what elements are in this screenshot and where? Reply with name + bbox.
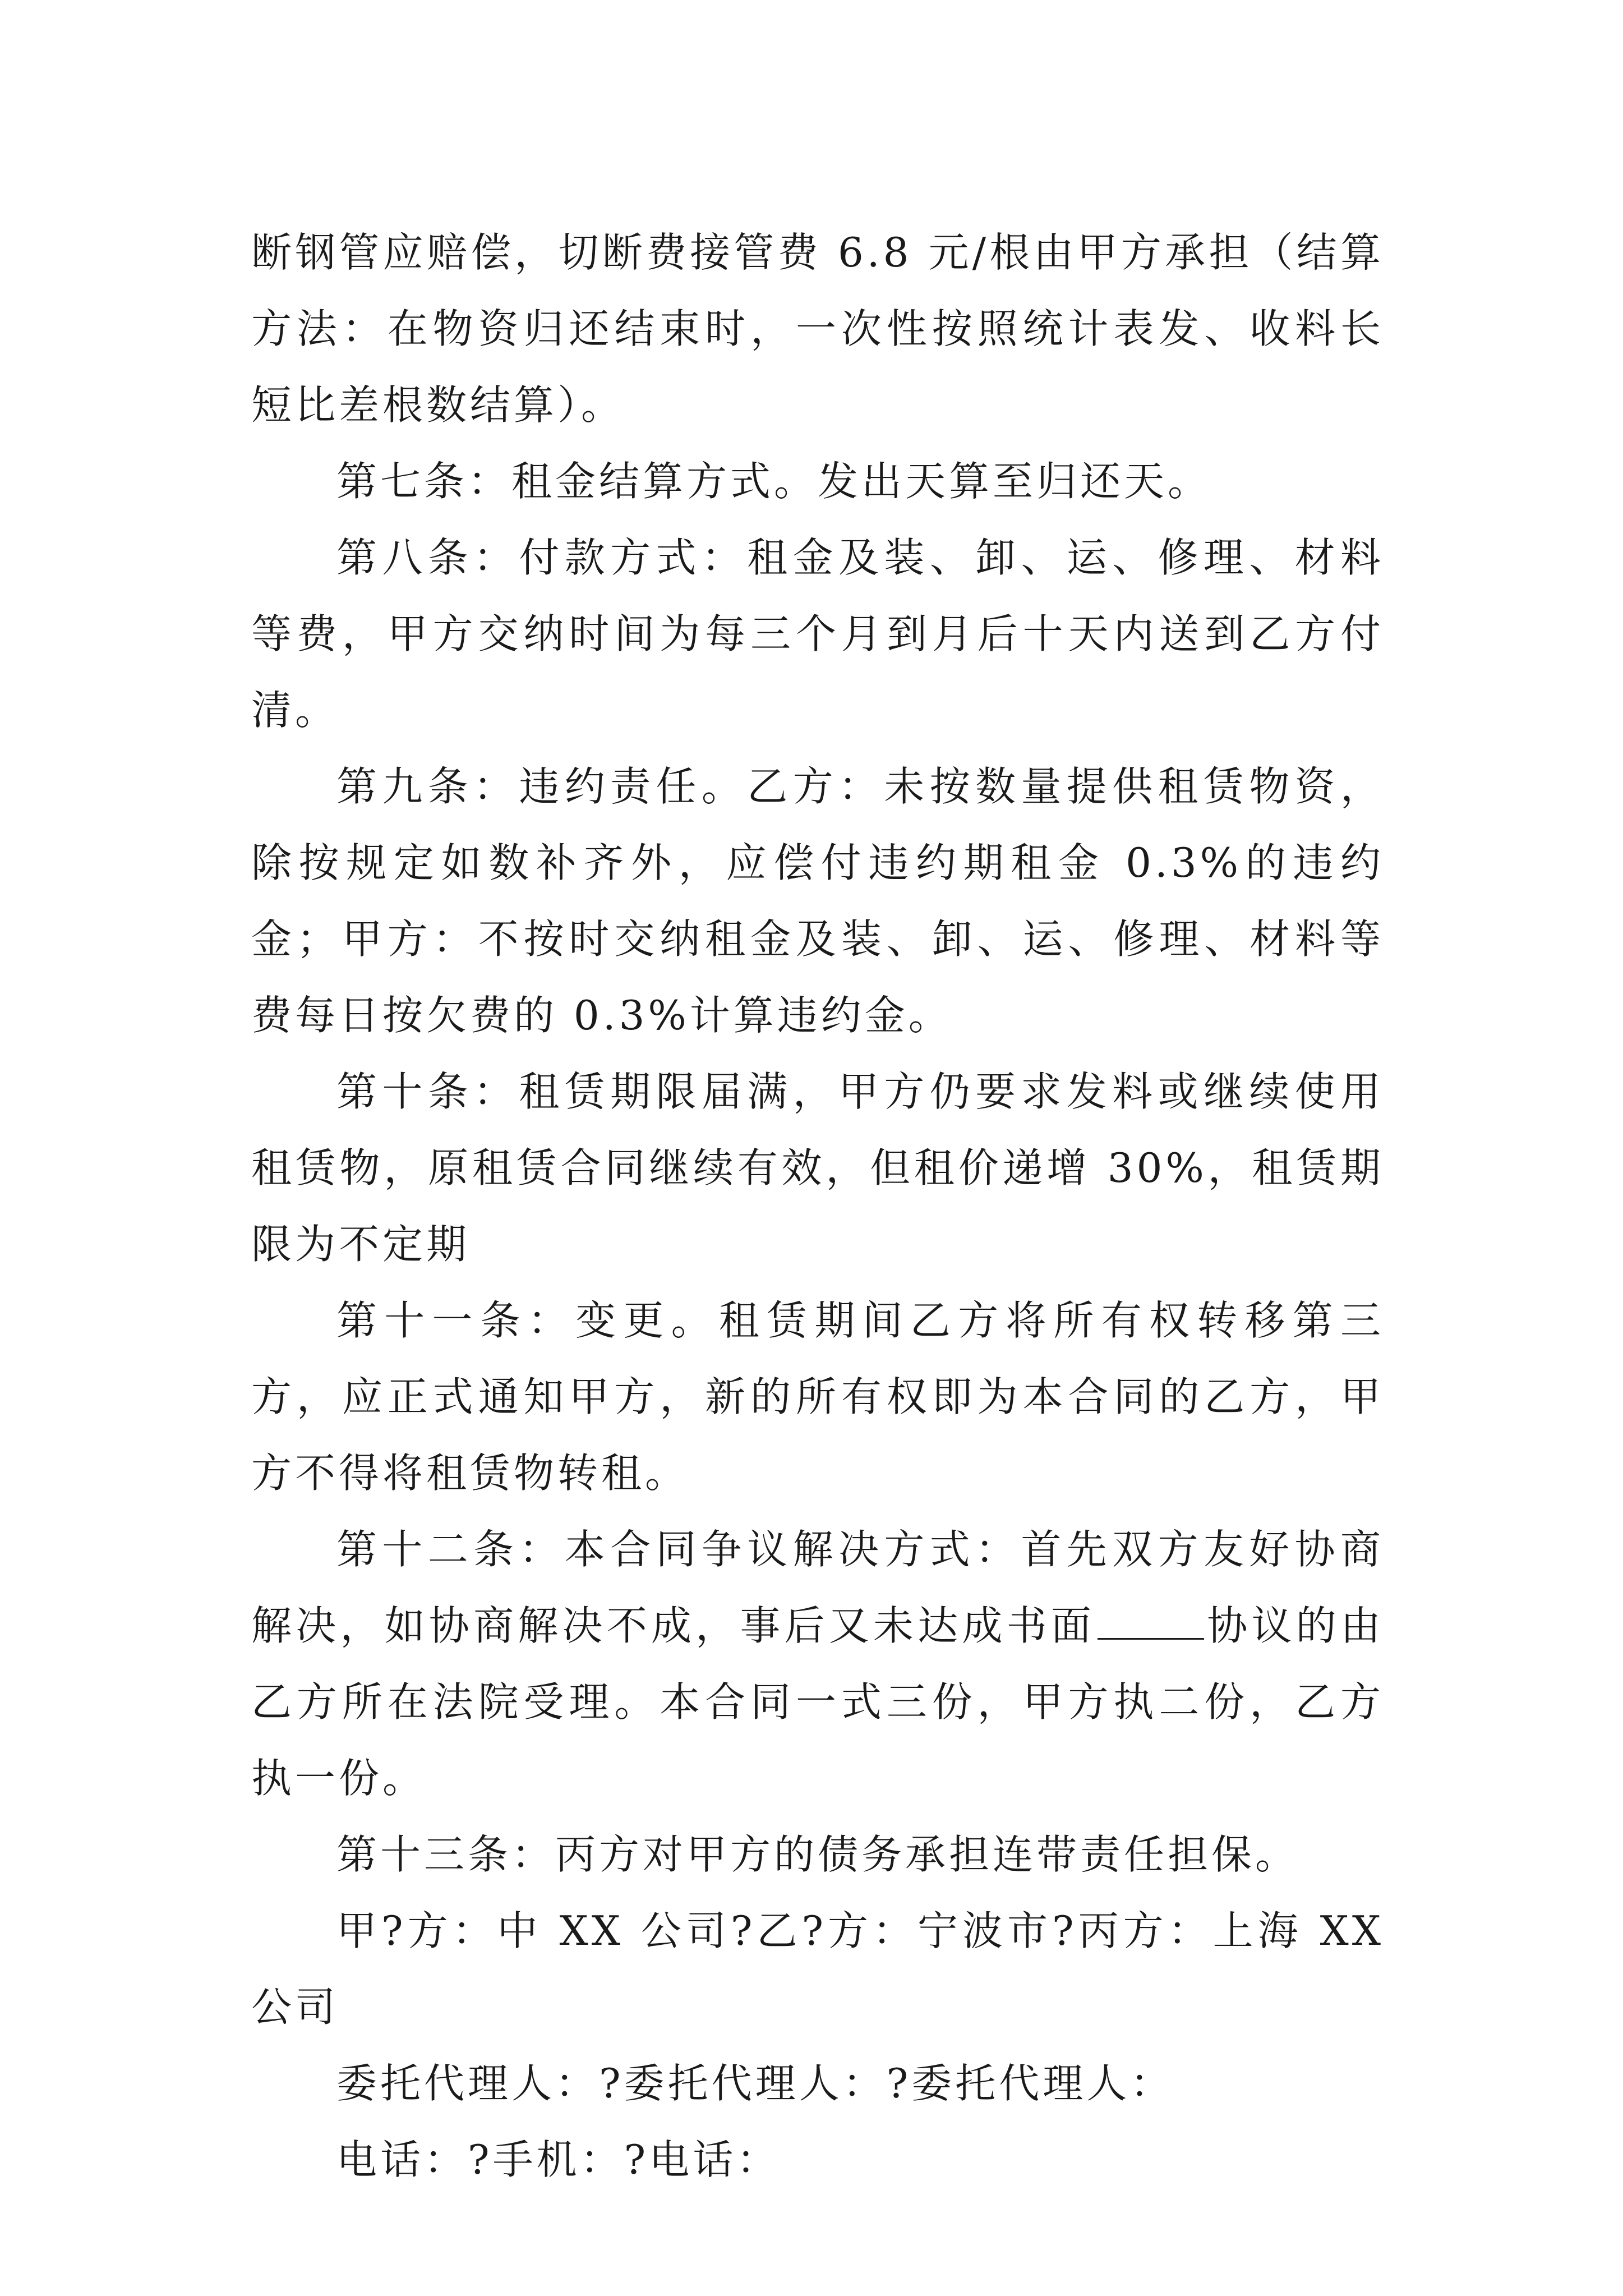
paragraph-article-7: 第七条：租金结算方式。发出天算至归还天。 [336, 458, 1212, 505]
signature-parties-line: 甲?方：中 XX 公司?乙?方：宁波市?丙方：上海 XX 公司 [251, 1907, 1384, 2031]
signature-phones-line: 电话：?手机：?电话： [336, 2136, 781, 2183]
paragraph-article-8: 第八条：付款方式：租金及装、卸、运、修理、材料等费，甲方交纳时间为每三个月到月后十天内送到乙方付清。 [251, 534, 1384, 734]
paragraph-article-6-continued: 断钢管应赔偿，切断费接管费 6.8 元/根由甲方承担（结算方法：在物资归还结束时，一次性按照统计表发、收料长短比差根数结算）。 [251, 229, 1384, 429]
article-12-text-after-blank: 协议的由乙方所在法院受理。本合同一式三份，甲方执二份，乙方执一份。 [251, 1602, 1384, 1802]
paragraph-article-12 [251, 1511, 1384, 1816]
paragraph-article-11: 第十一条：变更。租赁期间乙方将所有权转移第三方，应正式通知甲方，新的所有权即为本合同的乙方，甲方不得将租赁物转租。 [251, 1297, 1384, 1497]
paragraph-article-13: 第十三条：丙方对甲方的债务承担连带责任担保。 [336, 1831, 1299, 1878]
signature-agents-line: 委托代理人：?委托代理人：?委托代理人： [336, 2060, 1174, 2107]
article-12-text-before-blank: 第十二条：本合同争议解决方式：首先双方友好协商解决，如协商解决不成，事后又未达成书面 [251, 1526, 1384, 1649]
paragraph-article-10: 第十条：租赁期限届满，甲方仍要求发料或继续使用租赁物，原租赁合同继续有效，但租价递增 30%，租赁期限为不定期 [251, 1068, 1384, 1268]
document-body [251, 214, 1384, 2198]
blank-line [1098, 1605, 1204, 1640]
paragraph-article-9: 第九条：违约责任。乙方：未按数量提供租赁物资，除按规定如数补齐外，应偿付违约期租金 0.3%的违约金；甲方：不按时交纳租金及装、卸、运、修理、材料等费每日按欠费的 0.3%计算违约金。 [251, 763, 1384, 1039]
